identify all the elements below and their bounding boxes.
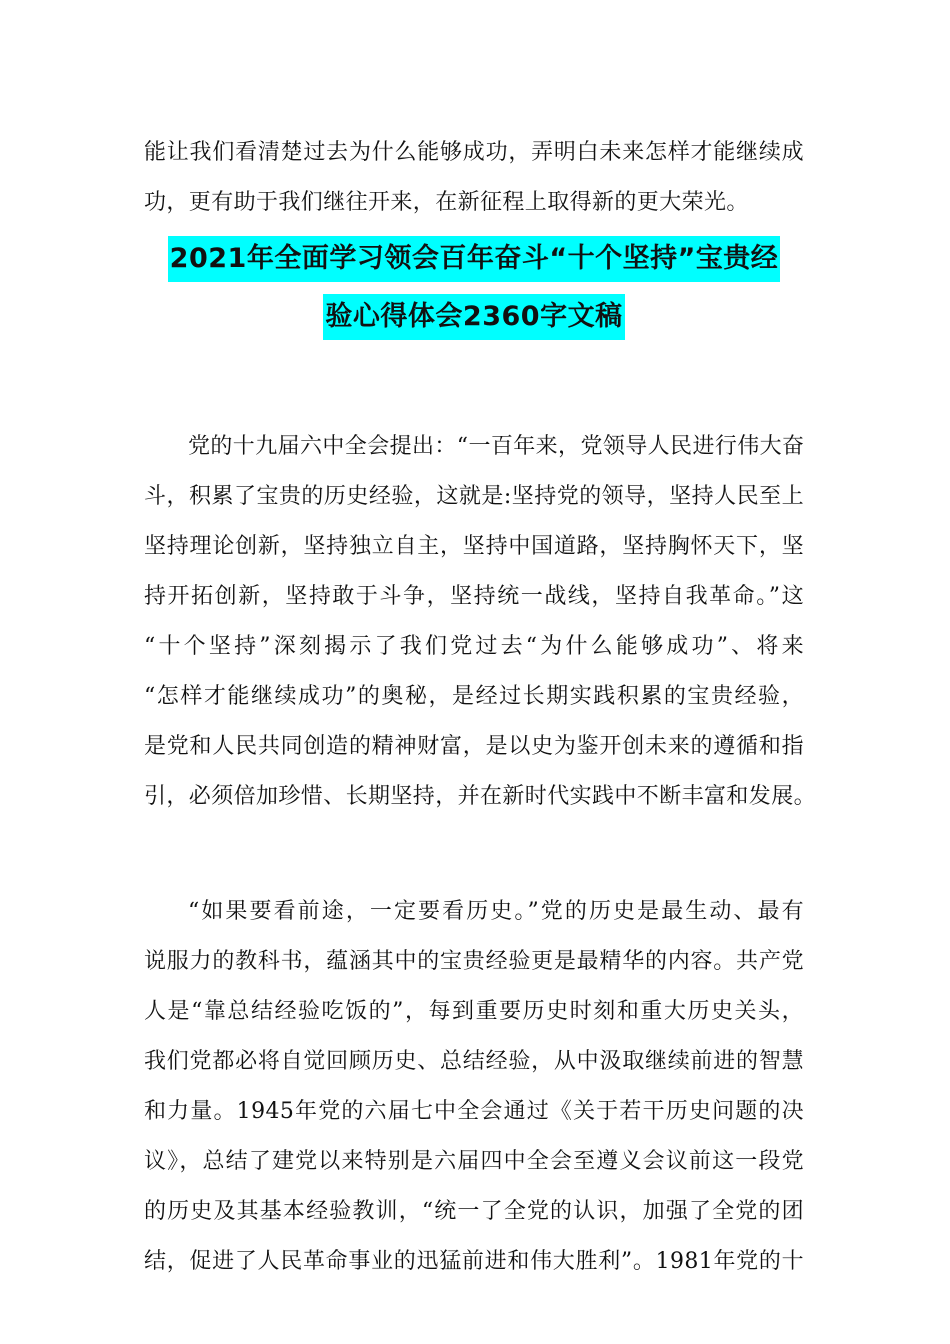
paragraph-line: 坚持理论创新，坚持独立自主，坚持中国道路，坚持胸怀天下，坚	[144, 534, 804, 559]
paragraph-line: 人是“靠总结经验吃饭的”，每到重要历史时刻和重大历史关头，	[144, 999, 804, 1024]
paragraph-line: 议》，总结了建党以来特别是六届四中全会至遵义会议前这一段党	[144, 1149, 804, 1174]
document-title	[144, 236, 804, 352]
title-line: 2021年全面学习领会百年奋斗“十个坚持”宝贵经	[168, 236, 781, 282]
body-paragraph-2	[144, 887, 804, 1287]
paragraph-line: 持开拓创新，坚持敢于斗争，坚持统一战线，坚持自我革命。”这	[144, 584, 804, 609]
paragraph-line: 和力量。1945年党的六届七中全会通过《关于若干历史问题的决	[144, 1099, 804, 1124]
paragraph-line: “怎样才能继续成功”的奥秘，是经过长期实践积累的宝贵经验，	[144, 684, 804, 709]
paragraph-line: 说服力的教科书，蕴涵其中的宝贵经验更是最精华的内容。共产党	[144, 949, 804, 974]
paragraph-line: “十个坚持”深刻揭示了我们党过去“为什么能够成功”、将来	[144, 634, 804, 659]
paragraph-line: 引，必须倍加珍惜、长期坚持，并在新时代实践中不断丰富和发展。	[144, 784, 817, 809]
body-paragraph-1	[144, 422, 817, 822]
paragraph-line: 我们党都必将自觉回顾历史、总结经验，从中汲取继续前进的智慧	[144, 1049, 804, 1074]
intro-line: 功，更有助于我们继往开来，在新征程上取得新的更大荣光。	[144, 190, 749, 215]
paragraph-line: 党的十九届六中全会提出：“一百年来，党领导人民进行伟大奋	[188, 434, 805, 459]
paragraph-line: 的历史及其基本经验教训，“统一了全党的认识，加强了全党的团	[144, 1199, 804, 1224]
paragraph-line: 斗，积累了宝贵的历史经验，这就是:坚持党的领导，坚持人民至上	[144, 484, 804, 509]
paragraph-line: 是党和人民共同创造的精神财富，是以史为鉴开创未来的遵循和指	[144, 734, 804, 759]
document-page	[144, 128, 817, 1287]
intro-paragraph	[144, 128, 804, 228]
paragraph-line: “如果要看前途，一定要看历史。”党的历史是最生动、最有	[188, 899, 804, 924]
intro-line: 能让我们看清楚过去为什么能够成功，弄明白未来怎样才能继续成	[144, 140, 804, 165]
paragraph-line: 结，促进了人民革命事业的迅猛前进和伟大胜利”。1981年党的十	[144, 1249, 804, 1274]
title-line: 验心得体会2360字文稿	[323, 294, 624, 340]
